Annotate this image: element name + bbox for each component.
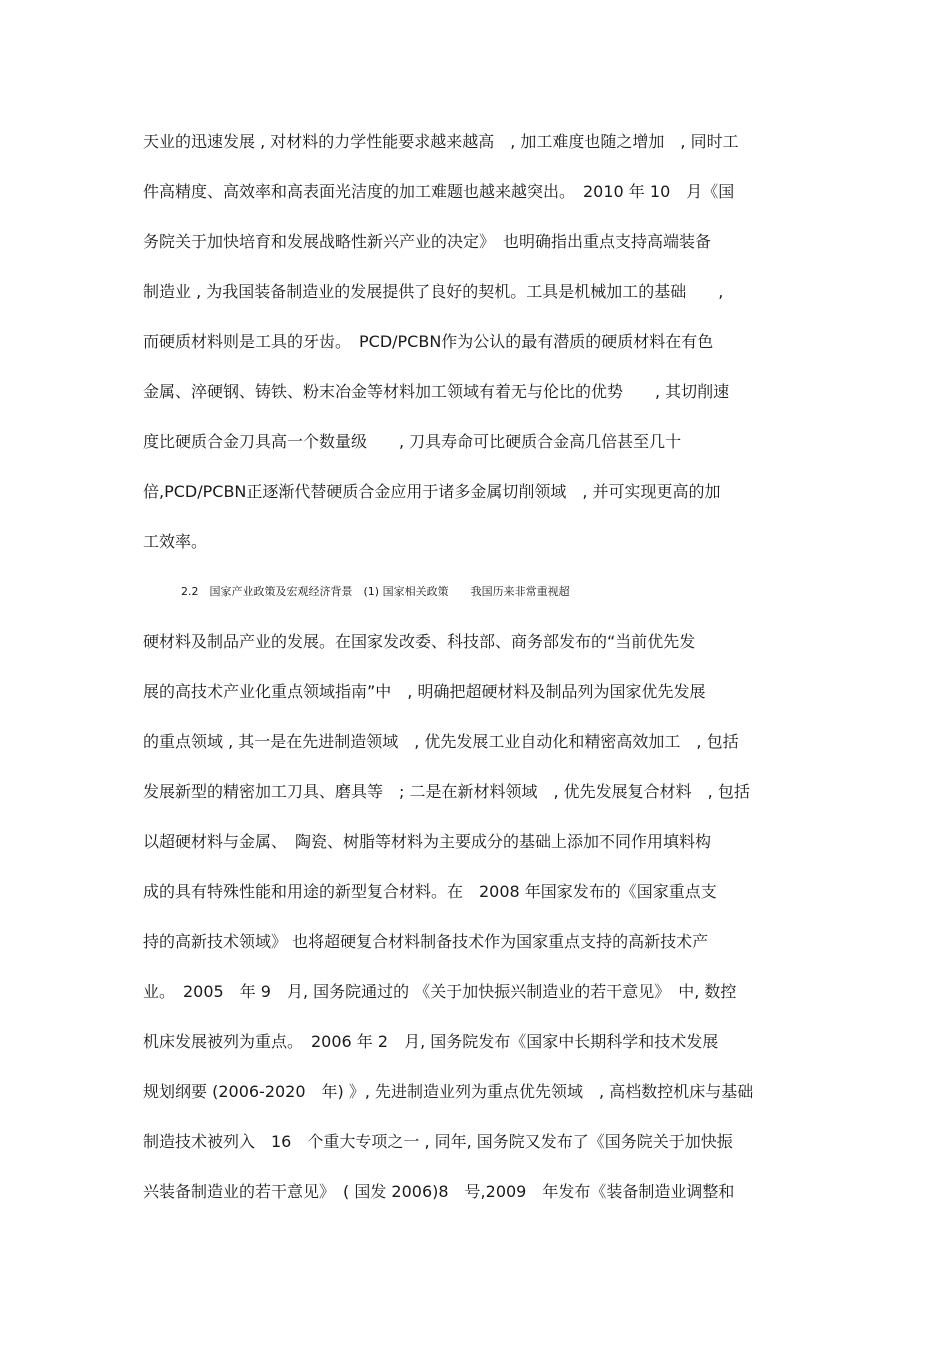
text-line: 以超硬材料与金属、 陶瓷、树脂等材料为主要成分的基础上添加不同作用填料构 [143,832,712,851]
text-line: 机床发展被列为重点。 2006 年 2 月, 国务院发布《国家中长期科学和技术发展 [143,1032,719,1051]
text-line: 制造技术被列入 16 个重大专项之一 , 同年, 国务院又发布了《国务院关于加快振 [143,1132,733,1151]
text-line: 规划纲要 (2006-2020 年) 》, 先进制造业列为重点优先领域 , 高档数控机床与基础 [143,1082,754,1101]
text-line: 的重点领域 , 其一是在先进制造领域 , 优先发展工业自动化和精密高效加工 , 包括 [143,732,739,751]
section-heading-line: 2.2 国家产业政策及宏观经济背景 (1) 国家相关政策 我国历来非常重视超 [181,585,570,598]
text-line: 业。 2005 年 9 月, 国务院通过的 《关于加快振兴制造业的若干意见》 中, 数控 [143,982,737,1001]
text-line: 发展新型的精密加工刀具、磨具等 ; 二是在新材料领域 , 优先发展复合材料 , 包括 [143,782,750,801]
text-line: 制造业 , 为我国装备制造业的发展提供了良好的契机。工具是机械加工的基础 , [143,282,724,301]
text-line: 件高精度、高效率和高表面光洁度的加工难题也越来越突出。 2010 年 10 月《国 [143,182,735,201]
text-line: 工效率。 [143,532,208,551]
text-line: 持的高新技术领域》 也将超硬复合材料制备技术作为国家重点支持的高新技术产 [143,932,709,951]
text-line: 成的具有特殊性能和用途的新型复合材料。在 2008 年国家发布的《国家重点支 [143,882,717,901]
text-line: 硬材料及制品产业的发展。在国家发改委、科技部、商务部发布的“当前优先发 [143,632,696,651]
text-line: 金属、淬硬钢、铸铁、粉末冶金等材料加工领域有着无与伦比的优势 , 其切削速 [143,382,730,401]
text-line: 度比硬质合金刀具高一个数量级 , 刀具寿命可比硬质合金高几倍甚至几十 [143,432,682,451]
text-line: 倍,PCD/PCBN正逐渐代替硬质合金应用于诸多金属切削领域 , 并可实现更高的加 [143,482,721,501]
text-line: 展的高技术产业化重点领域指南”中 , 明确把超硬材料及制品列为国家优先发展 [143,682,706,701]
text-line: 兴装备制造业的若干意见》 ( 国发 2006)8 号,2009 年发布《装备制造业调整和 [143,1182,735,1201]
text-line: 天业的迅速发展 , 对材料的力学性能要求越来越高 , 加工难度也随之增加 , 同时工 [143,132,739,151]
text-line: 而硬质材料则是工具的牙齿。 PCD/PCBN作为公认的最有潜质的硬质材料在有色 [143,332,714,351]
text-line: 务院关于加快培育和发展战略性新兴产业的决定》 也明确指出重点支持高端装备 [143,232,712,251]
